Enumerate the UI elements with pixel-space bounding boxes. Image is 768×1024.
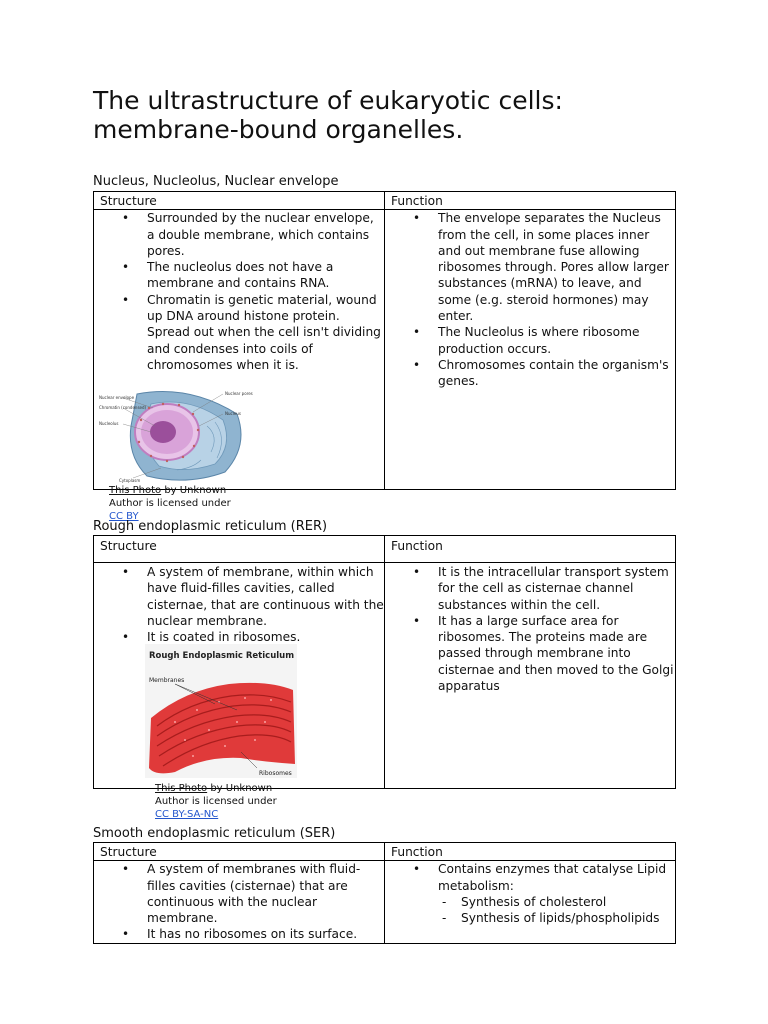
label-nucleolus: Nucleolus [99,421,119,426]
list-item: • The nucleolus does not have a membrane and contains RNA. [147,259,384,292]
ser-structure-cell [94,861,385,943]
page-title [93,86,733,144]
label-nuclear-pores: Nuclear pores [225,391,253,396]
structure-header: Structure [94,843,385,861]
list-item: • It has a large surface area for ribosomes. The proteins made are passed through membrane into cisternae and then moved to the Golgi apparatus [438,613,675,694]
sub-list-item: - Synthesis of lipids/phospholipids [461,910,675,926]
rer-photo-credit [155,782,295,821]
rer-diagram [145,644,297,778]
rer-figure-title: Rough Endoplasmic Reticulum [149,651,295,661]
rer-heading: Rough endoplasmic reticulum (RER) [93,519,328,534]
credit-text: by Unknown Author is licensed under [155,783,277,807]
function-header: Function [385,843,676,861]
list-item: • Surrounded by the nuclear envelope, a double membrane, which contains pores. [147,210,384,259]
list-item: • A system of membrane, within which have fluid-filles cavities, called cisternae, that are continuous with the nuclear membrane. [147,564,384,629]
function-header: Function [385,192,676,210]
function-intro: Contains enzymes that catalyse Lipid metabolism: [438,862,667,893]
sub-list [438,894,675,927]
license-link[interactable]: CC BY-SA-NC [155,809,219,820]
ser-heading: Smooth endoplasmic reticulum (SER) [93,826,336,841]
sub-list-item: - Synthesis of cholesterol [461,894,675,910]
function-list [385,861,675,926]
nucleus-photo-credit [109,484,249,523]
list-item: • A system of membranes with fluid-filles cavities (cisternae) that are continuous with the nuclear membrane. [147,861,384,926]
label-membranes: Membranes [149,677,185,684]
list-item: • It is coated in ribosomes. [147,629,384,645]
nucleus-function-cell [385,210,676,490]
label-nucleus: Nucleus [225,411,241,416]
ser-function-cell [385,861,676,943]
structure-list [94,564,384,645]
nucleus-diagram [97,386,253,484]
rer-function-cell [385,563,676,789]
function-header: Function [385,536,676,563]
label-chromatin: Chromatin (condensed) [99,405,147,410]
list-item: • The Nucleolus is where ribosome production occurs. [438,324,675,357]
structure-list [94,861,384,942]
label-cytoplasm: Cytoplasm [119,478,141,483]
function-list [385,564,675,694]
nucleus-heading: Nucleus, Nucleolus, Nuclear envelope [93,174,339,189]
photo-link[interactable]: This Photo [109,485,162,496]
list-item: • Chromosomes contain the organism's genes. [438,357,675,390]
structure-list [94,210,384,373]
list-item [438,861,675,926]
structure-header: Structure [94,192,385,210]
label-ribosomes: Ribosomes [259,770,292,777]
ser-table [93,842,676,944]
list-item: • It has no ribosomes on its surface. [147,926,384,942]
function-list [385,210,675,389]
list-item: • Chromatin is genetic material, wound up DNA around histone protein. Spread out when the cell isn't dividing and condenses into coils of chromosomes when it is. [147,292,384,373]
credit-text: by Unknown Author is licensed under [109,485,231,509]
list-item: • It is the intracellular transport system for the cell as cisternae channel substances within the cell. [438,564,675,613]
structure-header: Structure [94,536,385,563]
photo-link[interactable]: This Photo [155,783,208,794]
license-link[interactable]: CC BY [109,511,139,522]
title-line-1: The ultrastructure of eukaryotic cells: [93,86,563,115]
title-line-2: membrane-bound organelles. [93,115,464,144]
label-nuclear-envelope: Nuclear envelope [99,395,135,400]
list-item: • The envelope separates the Nucleus from the cell, in some places inner and out membrane fuse allowing ribosomes through. Pores allow larger substances (mRNA) to leave, and some (e.g. steroid hormones) may enter. [438,210,675,324]
